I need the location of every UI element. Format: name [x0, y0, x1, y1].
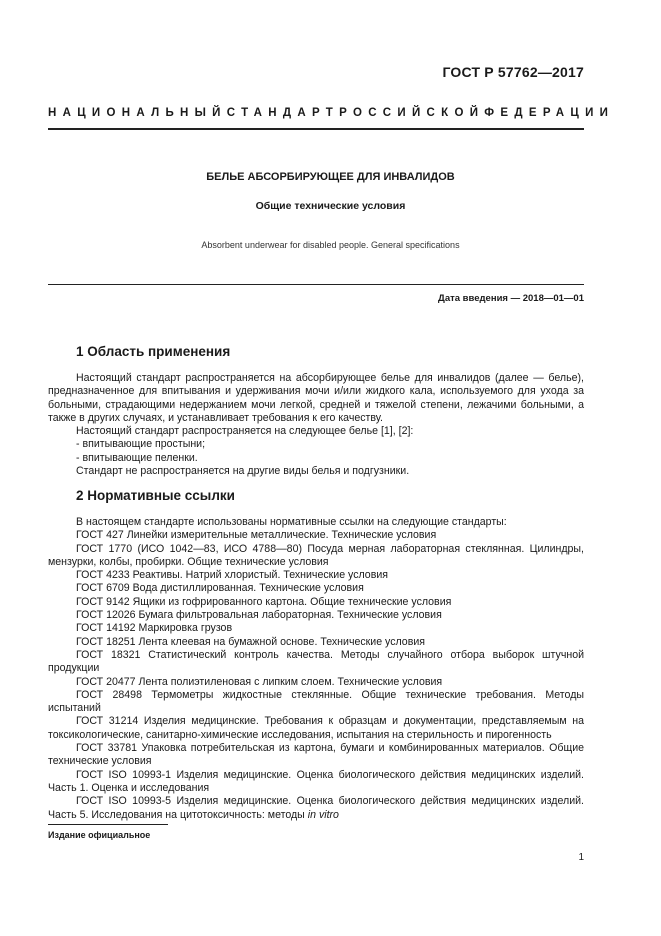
reference-item: ГОСТ 18321 Статистический контроль качества. Методы случайного отбора выборок штучной продукции [48, 648, 584, 675]
section-2-heading: 2 Нормативные ссылки [76, 488, 235, 503]
section-2-intro: В настоящем стандарте использованы нормативные ссылки на следующие стандарты: [76, 516, 507, 528]
reference-italic-text: in vitro [307, 808, 339, 821]
english-title: Absorbent underwear for disabled people. General specifications [201, 240, 460, 250]
reference-item: ГОСТ ISO 10993-1 Изделия медицинские. Оценка биологического действия медицинских изделий. Часть 1. Оценка и исследования [48, 768, 584, 794]
standard-code: ГОСТ Р 57762—2017 [442, 64, 584, 80]
national-standard-banner [48, 107, 615, 119]
reference-item: ГОСТ 9142 Ящики из гофрированного картона. Общие технические условия [76, 595, 452, 608]
section-2-body [48, 516, 584, 822]
reference-item [48, 795, 584, 822]
title-divider [48, 284, 584, 285]
page-number: 1 [578, 852, 584, 863]
section-1-paragraph-text: Настоящий стандарт распространяется на абсорбирующее белье для инвалидов (далее — белье), предназначенное для впитывания и удерживания мочи и/или жидкого кала, используемого для ухода за больными, страдающими недержанием мочи легкой, средней и тяжелой степени, лежачими больными, а также в других случаях, и устанавливает требования к его качеству. [48, 372, 584, 424]
top-divider [48, 128, 584, 130]
section-1-paragraph [48, 425, 584, 438]
banner-word: ФЕДЕРАЦИИ [484, 107, 615, 119]
document-title: БЕЛЬЕ АБСОРБИРУЮЩЕЕ ДЛЯ ИНВАЛИДОВ [206, 171, 455, 183]
reference-item: ГОСТ 20477 Лента полиэтиленовая с липким слоем. Технические условия [76, 675, 443, 688]
banner-word: РОССИЙСКОЙ [339, 107, 485, 119]
reference-item: ГОСТ 6709 Вода дистиллированная. Технические условия [76, 582, 364, 595]
reference-text: ГОСТ ISO 10993-5 Изделия медицинские. Оценка биологического действия медицинских изделий. Часть 5. Исследования на цитотоксичность: методы [48, 795, 584, 821]
reference-item: ГОСТ 31214 Изделия медицинские. Требования к образцам и документации, представляемым на токсикологические, санитарно-химические исследования, испытания на стерильность и пирогенность [48, 715, 584, 741]
reference-item: ГОСТ 12026 Бумага фильтровальная лабораторная. Технические условия [76, 609, 442, 622]
reference-item: ГОСТ 14192 Маркировка грузов [76, 622, 233, 635]
reference-item: ГОСТ 4233 Реактивы. Натрий хлористый. Технические условия [76, 569, 388, 582]
reference-item: ГОСТ 33781 Упаковка потребительская из картона, бумаги и комбинированных материалов. Общие технические условия [48, 742, 584, 768]
banner-word: СТАНДАРТ [226, 107, 340, 119]
reference-item: ГОСТ 28498 Термометры жидкостные стеклянные. Общие технические требования. Методы испытаний [48, 688, 584, 715]
section-1-paragraph [48, 372, 584, 425]
document-subtitle: Общие технические условия [255, 200, 406, 212]
banner-word: НАЦИОНАЛЬНЫЙ [48, 107, 227, 119]
intro-date: Дата введения — 2018—01—01 [438, 293, 584, 304]
reference-item: ГОСТ 427 Линейки измерительные металлические. Технические условия [76, 529, 437, 542]
edition-label: Издание официальное [48, 830, 151, 840]
section-1-heading: 1 Область применения [76, 344, 231, 359]
section-1-paragraph: Стандарт не распространяется на другие виды белья и подгузники. [76, 465, 410, 478]
section-1-body [48, 372, 584, 478]
list-item: - впитывающие пеленки. [76, 451, 198, 464]
section-1-paragraph-text: Настоящий стандарт распространяется на следующее белье [1], [2]: [76, 425, 414, 438]
reference-item: ГОСТ 18251 Лента клеевая на бумажной основе. Технические условия [76, 635, 425, 648]
list-item: - впитывающие простыни; [76, 438, 206, 451]
footer-divider [48, 824, 168, 825]
reference-item: ГОСТ 1770 (ИСО 1042—83, ИСО 4788—80) Посуда мерная лабораторная стеклянная. Цилиндры, мензурки, колбы, пробирки. Общие технические условия [48, 542, 584, 568]
